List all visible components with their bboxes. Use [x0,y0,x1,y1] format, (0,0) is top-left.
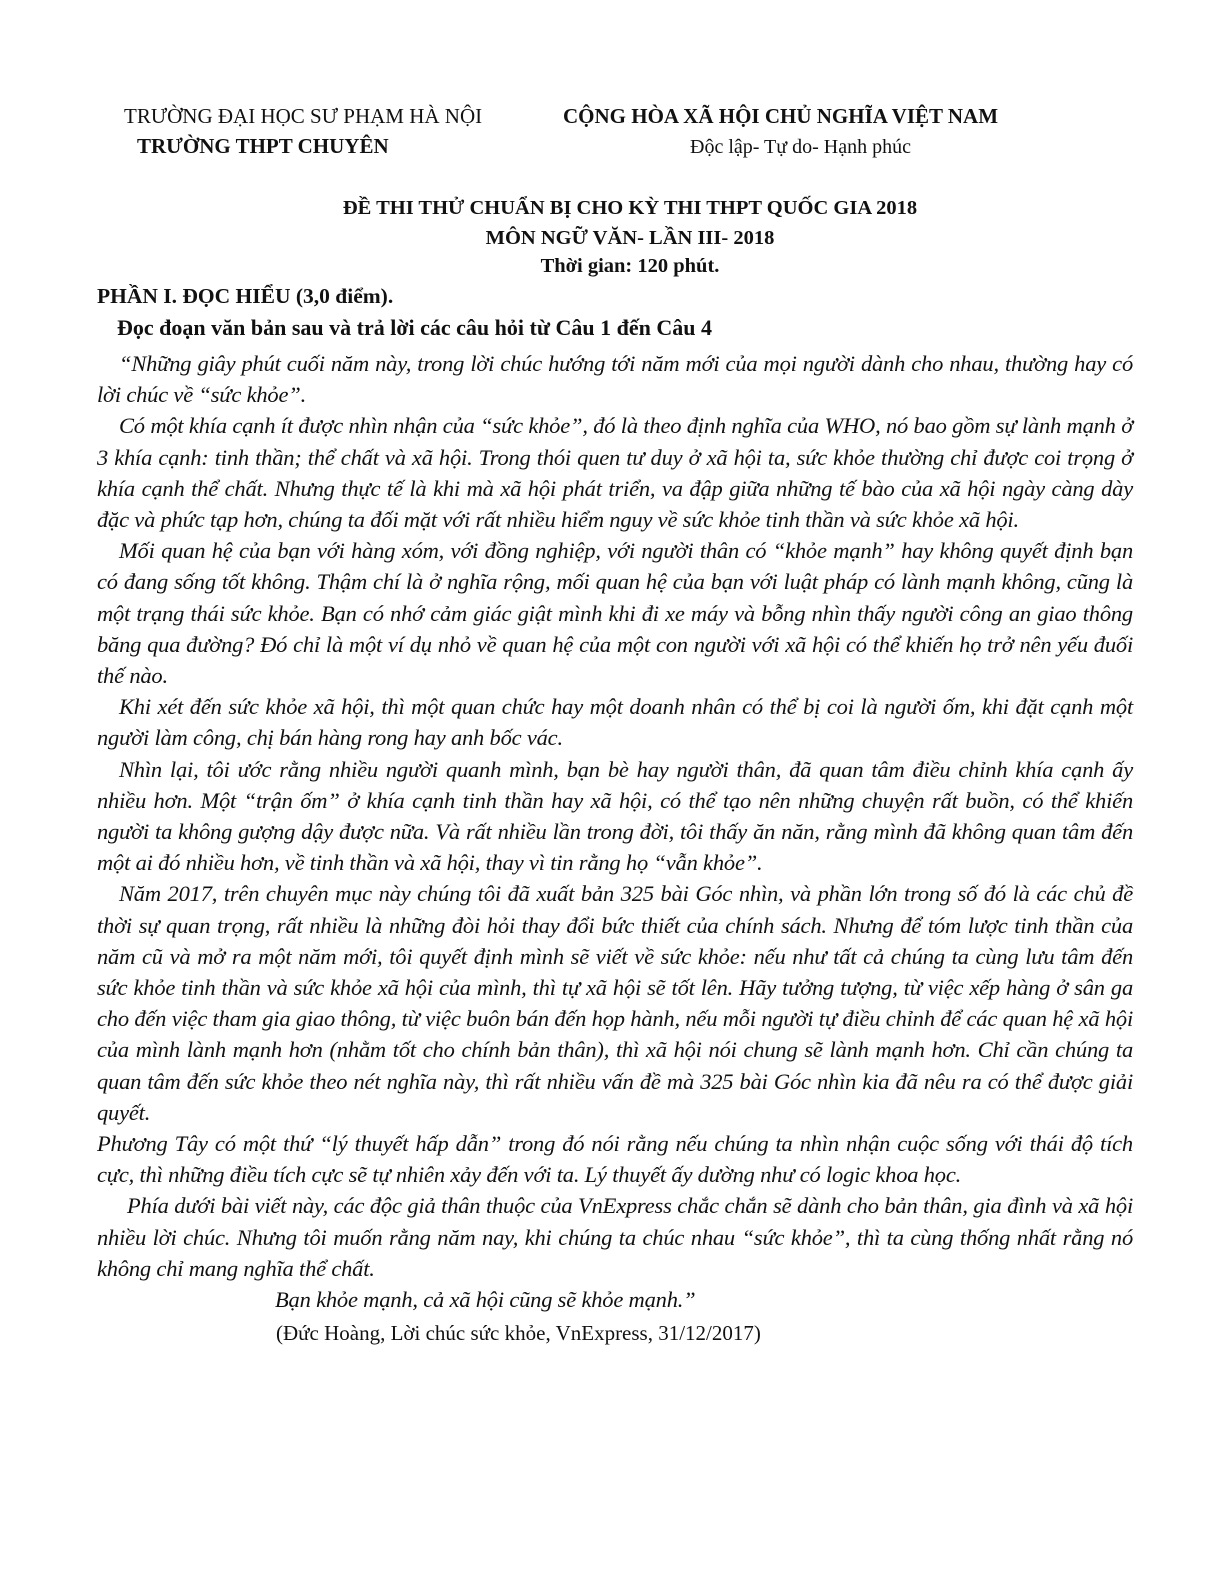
passage-paragraph: “Những giây phút cuối năm này, trong lời chúc hướng tới năm mới của mọi người dành cho nhau, thường hay có lời chúc về “sức khỏe”. [97,351,1133,408]
passage-paragraph: Mối quan hệ của bạn với hàng xóm, với đồng nghiệp, với người thân có “khỏe mạnh” hay không quyết định bạn có đang sống tốt không. Thậm chí là ở nghĩa rộng, mối quan hệ của bạn với luật pháp có lành mạnh không, cũng là một trạng thái sức khỏe. Bạn có nhớ cảm giác giật mình khi đi xe máy và bỗng nhìn thấy người công an giao thông băng qua đường? Đó chỉ là một ví dụ nhỏ về quan hệ của một con người với xã hội có thể khiến họ trở nên yếu đuối thế nào. [97,538,1133,689]
national-title: CỘNG HÒA XÃ HỘI CHỦ NGHĨA VIỆT NAM [563,104,999,128]
section-heading: PHẦN I. ĐỌC HIỂU (3,0 điểm). [97,284,394,308]
passage-paragraph: Nhìn lại, tôi ước rằng nhiều người quanh mình, bạn bè hay người thân, đã quan tâm điều chỉnh khía cạnh ấy nhiều hơn. Một “trận ốm” ở khía cạnh tinh thần hay xã hội, có thể tạo nên những chuyện rất buồn, có thể khiến người ta không gượng dậy được nữa. Và rất nhiều lần trong đời, tôi thấy ăn năn, rằng mình đã không quan tâm đến một ai đó nhiều hơn, về tinh thần và xã hội, thay vì tin rằng họ “vẫn khỏe”. [97,756,1133,876]
passage-paragraph: Năm 2017, trên chuyên mục này chúng tôi đã xuất bản 325 bài Góc nhìn, và phần lớn trong số đó là các chủ đề thời sự quan trọng, rất nhiều là những đòi hỏi thay đổi bức thiết của chính sách. Nhưng để tóm lược tinh thần của năm cũ và mở ra một năm mới, tôi quyết định mình sẽ viết về sức khỏe: nếu như tất cả chúng ta cùng lưu tâm đến sức khỏe tinh thần và sức khỏe xã hội của mình, thì tự xã hội sẽ tốt lên. Hãy tưởng tượng, từ việc xếp hàng ở sân ga cho đến việc tham gia giao thông, từ việc buôn bán đến họp hành, nếu mỗi người tự điều chỉnh để các quan hệ xã hội của mình lành mạnh hơn (nhằm tốt cho chính bản thân), thì xã hội nói chung sẽ lành mạnh hơn. Chỉ cần chúng ta quan tâm đến sức khỏe theo nét nghĩa này, thì rất nhiều vấn đề mà 325 bài Góc nhìn kia đã nêu ra có thể được giải quyết. [97,881,1133,1125]
passage-paragraph: Có một khía cạnh ít được nhìn nhận của “sức khỏe”, đó là theo định nghĩa của WHO, nó bao gồm sự lành mạnh ở 3 khía cạnh: tinh thần; thể chất và xã hội. Trong thói quen tư duy ở xã hội ta, sức khỏe thường chỉ được coi trọng ở khía cạnh thể chất. Nhưng thực tế là khi mà xã hội phát triển, va đập giữa những tế bào của xã hội ngày càng dày đặc và phức tạp hơn, chúng ta đối mặt với rất nhiều hiểm nguy về sức khỏe tinh thần và sức khỏe xã hội. [97,413,1133,533]
passage-paragraph: Phương Tây có một thứ “lý thuyết hấp dẫn” trong đó nói rằng nếu chúng ta nhìn nhận cuộc sống với thái độ tích cực, thì những điều tích cực sẽ tự nhiên xảy đến với ta. Lý thuyết ấy dường như có logic khoa học. [97,1131,1133,1188]
passage-closing: Bạn khỏe mạnh, cả xã hội cũng sẽ khỏe mạnh.” [275,1287,696,1313]
passage-paragraph: Khi xét đến sức khỏe xã hội, thì một quan chức hay một doanh nhân có thể bị coi là người ốm, khi đặt cạnh một người làm công, chị bán hàng rong hay anh bốc vác. [97,694,1133,751]
school-subname: TRƯỜNG THPT CHUYÊN [137,134,389,158]
passage-source: (Đức Hoàng, Lời chúc sức khỏe, VnExpress, 31/12/2017) [276,1321,761,1345]
exam-duration: Thời gian: 120 phút. [540,255,720,277]
school-name: TRƯỜNG ĐẠI HỌC SƯ PHẠM HÀ NỘI [124,104,483,128]
national-motto: Độc lập- Tự do- Hạnh phúc [690,136,911,158]
exam-title: ĐỀ THI THỬ CHUẨN BỊ CHO KỲ THI THPT QUỐC GIA 2018 [342,197,918,219]
reading-passage [97,348,1133,1315]
passage-paragraph: Phía dưới bài viết này, các độc giả thân thuộc của VnExpress chắc chắn sẽ dành cho bản thân, gia đình và xã hội nhiều lời chúc. Nhưng tôi muốn rằng năm nay, khi chúng ta chúc nhau “sức khỏe”, thì ta cùng thống nhất rằng nó không chỉ mang nghĩa thể chất. [97,1193,1133,1281]
section-instruction: Đọc đoạn văn bản sau và trả lời các câu hỏi từ Câu 1 đến Câu 4 [117,315,713,340]
exam-subject: MÔN NGỮ VĂN- LẦN III- 2018 [485,227,775,249]
